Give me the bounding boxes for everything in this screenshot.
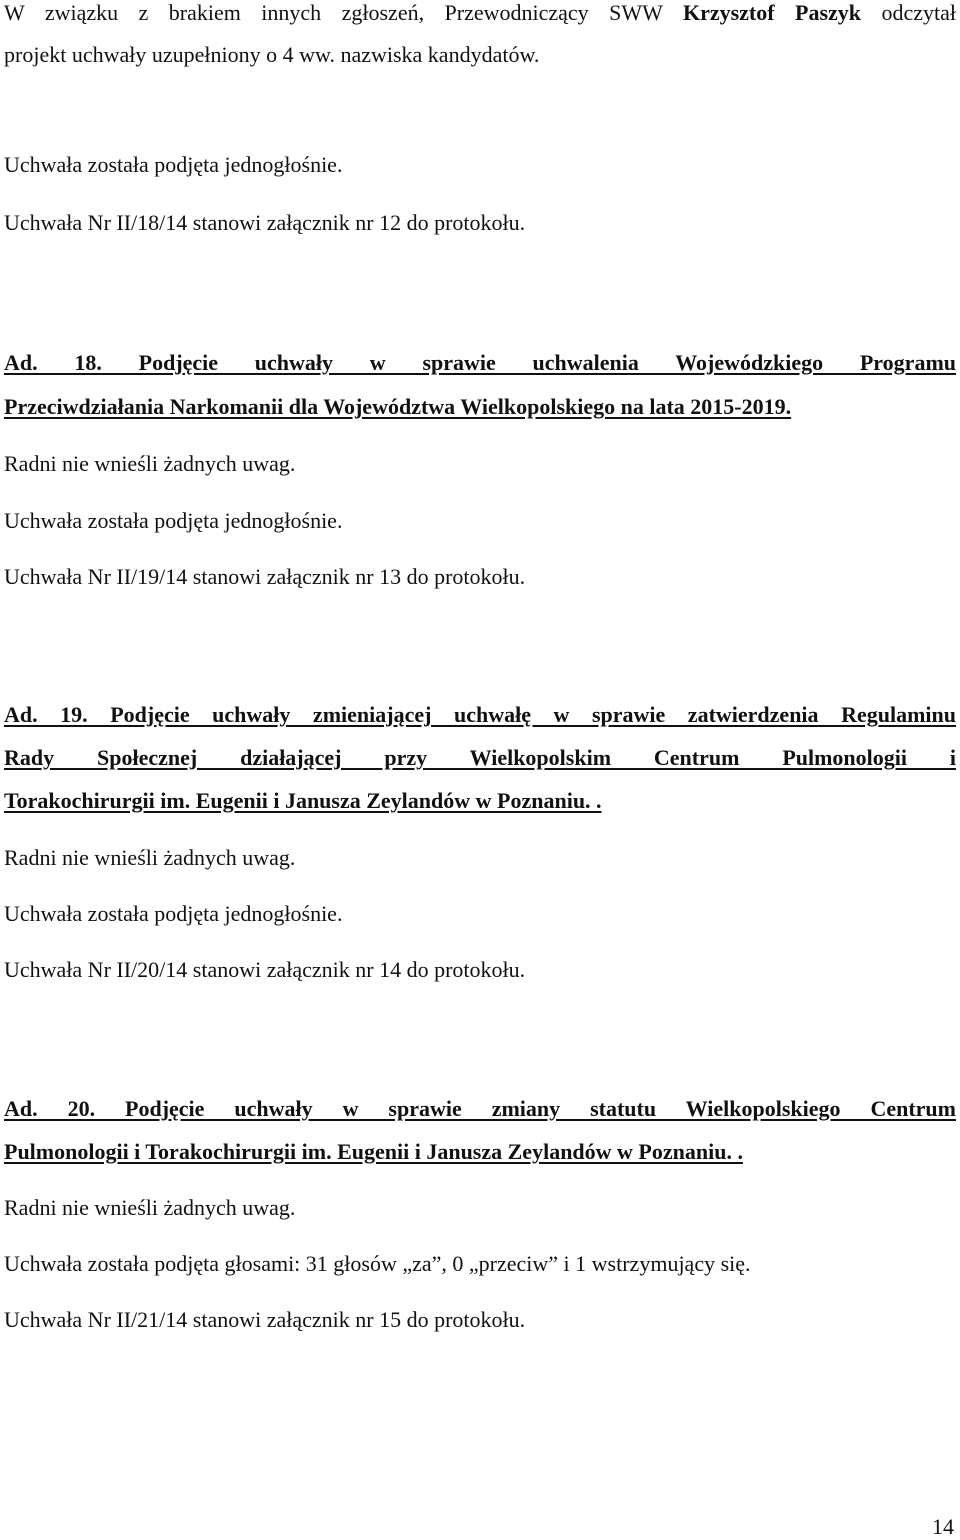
section-20-vote: Uchwała została podjęta głosami: 31 głosów „za”, 0 „przeciw” i 1 wstrzymujący się. [4, 1251, 751, 1276]
intro-text-end: odczytał [861, 0, 956, 25]
chair-name: Krzysztof Paszyk [682, 0, 862, 25]
section-18-attachment: Uchwała Nr II/19/14 stanowi załącznik nr 13 do protokołu. [4, 564, 526, 589]
section-19-vote: Uchwała została podjęta jednogłośnie. [4, 901, 343, 926]
section-18-heading-line-2: Przeciwdziałania Narkomanii dla Województwa Wielkopolskiego na lata 2015-2019. [4, 394, 792, 419]
section-20-remarks: Radni nie wnieśli żadnych uwag. [4, 1195, 296, 1220]
section-18-vote: Uchwała została podjęta jednogłośnie. [4, 508, 343, 533]
page-number: 14 [932, 1514, 954, 1539]
vote-result: Uchwała została podjęta jednogłośnie. [4, 152, 343, 177]
section-19-remarks: Radni nie wnieśli żadnych uwag. [4, 845, 296, 870]
section-19-heading-line-2: Rady Społecznej działającej przy Wielkopolskim Centrum Pulmonologii i [4, 745, 956, 770]
section-20-heading-line-1: Ad. 20. Podjęcie uchwały w sprawie zmiany statutu Wielkopolskiego Centrum [4, 1096, 956, 1121]
section-20-heading-line-2: Pulmonologii i Torakochirurgii im. Eugenii i Janusza Zeylandów w Poznaniu. . [4, 1139, 743, 1164]
section-18-remarks: Radni nie wnieśli żadnych uwag. [4, 451, 296, 476]
section-19-attachment: Uchwała Nr II/20/14 stanowi załącznik nr 14 do protokołu. [4, 957, 526, 982]
section-18-heading-line-1: Ad. 18. Podjęcie uchwały w sprawie uchwalenia Wojewódzkiego Programu [4, 350, 956, 375]
intro-line-1 [4, 0, 956, 26]
intro-text: W związku z brakiem innych zgłoszeń, Przewodniczący SWW [4, 0, 683, 25]
intro-line-2: projekt uchwały uzupełniony o 4 ww. nazwiska kandydatów. [4, 42, 540, 67]
section-19-heading-line-1: Ad. 19. Podjęcie uchwały zmieniającej uchwałę w sprawie zatwierdzenia Regulaminu [4, 702, 956, 727]
section-20-attachment: Uchwała Nr II/21/14 stanowi załącznik nr 15 do protokołu. [4, 1307, 526, 1332]
attachment-note: Uchwała Nr II/18/14 stanowi załącznik nr 12 do protokołu. [4, 210, 526, 235]
section-19-heading-line-3: Torakochirurgii im. Eugenii i Janusza Zeylandów w Poznaniu. . [4, 788, 602, 813]
